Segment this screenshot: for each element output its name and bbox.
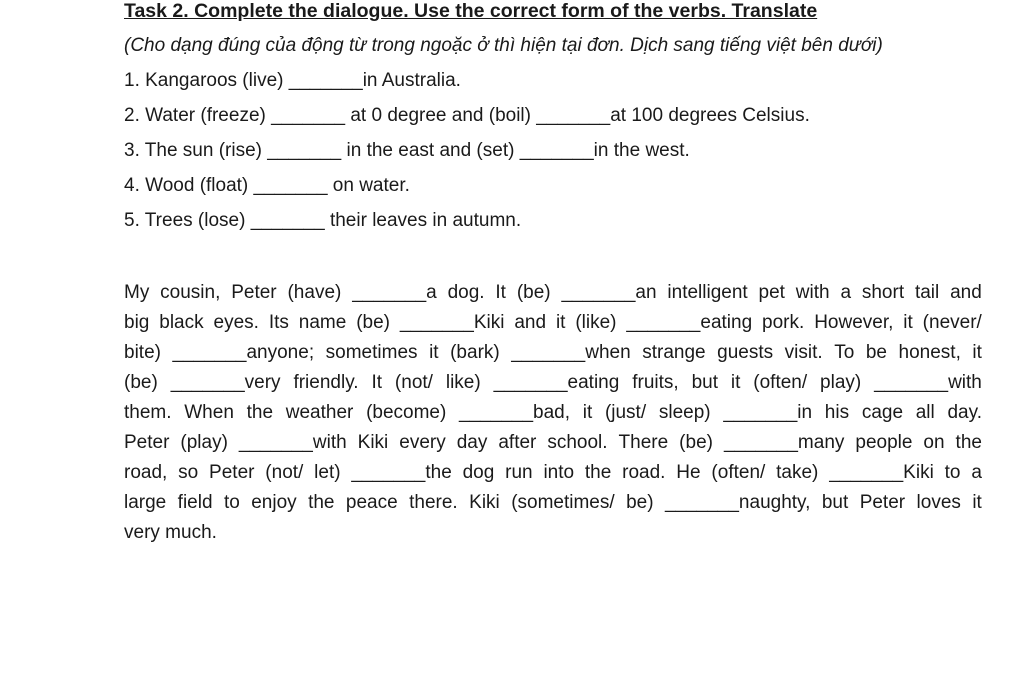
passage-word: but [691,372,718,393]
passage-word: them. [124,402,172,423]
passage-word: dog [462,462,495,483]
passage-word: let) [314,462,341,483]
passage-line [124,428,982,458]
passage-word: It [495,282,506,303]
passage-word: large [124,492,167,513]
passage-word: the [584,462,612,483]
passage-word: (bark) [450,342,500,363]
worksheet [124,0,982,543]
passage-word: to [944,462,961,483]
passage-word: into [543,462,575,483]
passage-word: honest, [898,342,961,363]
passage-word: (be) [356,312,390,333]
passage-line [124,368,982,398]
passage-word: eyes. [213,312,259,333]
passage-word: _______Kiki [829,462,934,483]
passage-word: on [923,432,945,453]
reading-passage [124,278,982,548]
passage-word: his [824,402,850,423]
passage-word: My [124,282,150,303]
passage-word: _______an [561,282,657,303]
passage-word: (just/ [604,402,647,423]
passage-word: dog. [447,282,485,303]
passage-word: Peter [231,282,277,303]
passage-word: _______when [511,342,631,363]
passage-word: bite) [124,342,161,363]
passage-word: (often/ [753,372,808,393]
passage-word: fruits, [632,372,679,393]
passage-word: play) [820,372,862,393]
passage-word: (become) [366,402,447,423]
passage-word: there. [409,492,458,513]
passage-word: (like) [575,312,617,333]
passage-word: friendly. [293,372,359,393]
passage-word: road. [622,462,666,483]
passage-word: cousin, [160,282,221,303]
passage-word: _______naughty, [664,492,811,513]
passage-word: To [834,342,855,363]
passage-word: (have) [287,282,342,303]
passage-word: the [308,492,335,513]
passage-word: it [972,492,982,513]
passage-word: a [840,282,852,303]
passage-word: school. [547,432,608,453]
passage-word: _______anyone; [172,342,315,363]
passage-word: intelligent [667,282,748,303]
passage-word: However, [814,312,894,333]
passage-word: to [223,492,240,513]
passage-word: it [582,402,593,423]
exercise-list [124,70,982,232]
passage-word: _______with [238,432,347,453]
passage-word: (not/ [265,462,304,483]
passage-word: people [855,432,913,453]
task-instruction: (Cho dạng đúng của động từ trong ngoặc ở thì hiện tại đơn. Dịch sang tiếng việt bên dưới) [124,35,883,56]
passage-word: It [371,372,383,393]
passage-line [124,308,982,338]
passage-word: _______very [170,372,281,393]
passage-word: (be) [124,372,158,393]
passage-word: every [399,432,446,453]
passage-word: weather [285,402,354,423]
passage-word: (be) [516,282,551,303]
passage-word: the [955,432,982,453]
passage-word: with [795,282,830,303]
passage-word: Peter [124,432,170,453]
passage-word: peace [345,492,398,513]
passage-word: _______bad, [459,402,570,423]
passage-word: When [184,402,234,423]
passage-word: loves [916,492,961,513]
passage-word: road, [124,462,168,483]
passage-word: Kiki [469,492,500,513]
passage-line [124,398,982,428]
passage-line [124,458,982,488]
passage-word: name [298,312,347,333]
passage-word: _______a [352,282,437,303]
passage-word: all [915,402,935,423]
exercise-item: 2. Water (freeze) _______ at 0 degree and (boil) _______at 100 degrees Celsius. [124,105,810,126]
passage-word: black [159,312,204,333]
passage-line-last: very much. [124,522,217,543]
passage-word: and [514,312,547,333]
passage-word: and [950,282,982,303]
passage-word: strange [642,342,706,363]
passage-word: _______with [874,372,982,393]
passage-word: sometimes [325,342,418,363]
passage-word: _______Kiki [399,312,505,333]
passage-word: _______eating [626,312,753,333]
passage-word: a [971,462,982,483]
passage-line [124,278,982,308]
passage-word: be [865,342,887,363]
passage-word: Peter [209,462,255,483]
passage-word: but [821,492,849,513]
passage-word: it [555,312,566,333]
passage-word: be) [626,492,654,513]
passage-word: the [246,402,274,423]
passage-word: pork. [762,312,805,333]
passage-word: day [456,432,488,453]
passage-word: _______many [723,432,845,453]
passage-word: sleep) [658,402,711,423]
passage-word: it [972,342,982,363]
passage-word: field [177,492,213,513]
exercise-item: 4. Wood (float) _______ on water. [124,175,410,196]
exercise-item: 3. The sun (rise) _______ in the east and (set) _______in the west. [124,140,690,161]
passage-word: Kiki [357,432,389,453]
passage-word: (sometimes/ [511,492,615,513]
passage-word: day. [947,402,982,423]
passage-line [124,338,982,368]
exercise-item: 5. Trees (lose) _______ their leaves in autumn. [124,210,522,231]
task-title: Task 2. Complete the dialogue. Use the correct form of the verbs. Translate [124,0,818,22]
passage-word: visit. [784,342,823,363]
passage-word: (be) [679,432,713,453]
passage-word: There [618,432,669,453]
passage-word: (often/ [711,462,766,483]
passage-word: so [178,462,199,483]
passage-word: after [498,432,537,453]
passage-word: like) [445,372,481,393]
passage-word: He [676,462,701,483]
passage-word: short [861,282,905,303]
passage-word: tail [914,282,940,303]
passage-word: (play) [180,432,228,453]
passage-word: it [429,342,439,363]
passage-line [124,488,982,518]
passage-word: it [903,312,913,333]
passage-word: guests [717,342,774,363]
passage-word: Peter [859,492,906,513]
passage-word: cage [861,402,904,423]
passage-word: (never/ [922,312,982,333]
passage-word: take) [776,462,819,483]
exercise-item: 1. Kangaroos (live) _______in Australia. [124,70,461,91]
passage-word: run [505,462,533,483]
passage-word: _______in [723,402,813,423]
passage-word: pet [758,282,785,303]
passage-word: _______the [351,462,452,483]
passage-word: _______eating [493,372,620,393]
passage-word: enjoy [251,492,297,513]
passage-word: (not/ [394,372,433,393]
passage-word: it [730,372,741,393]
passage-word: big [124,312,150,333]
passage-word: Its [268,312,289,333]
